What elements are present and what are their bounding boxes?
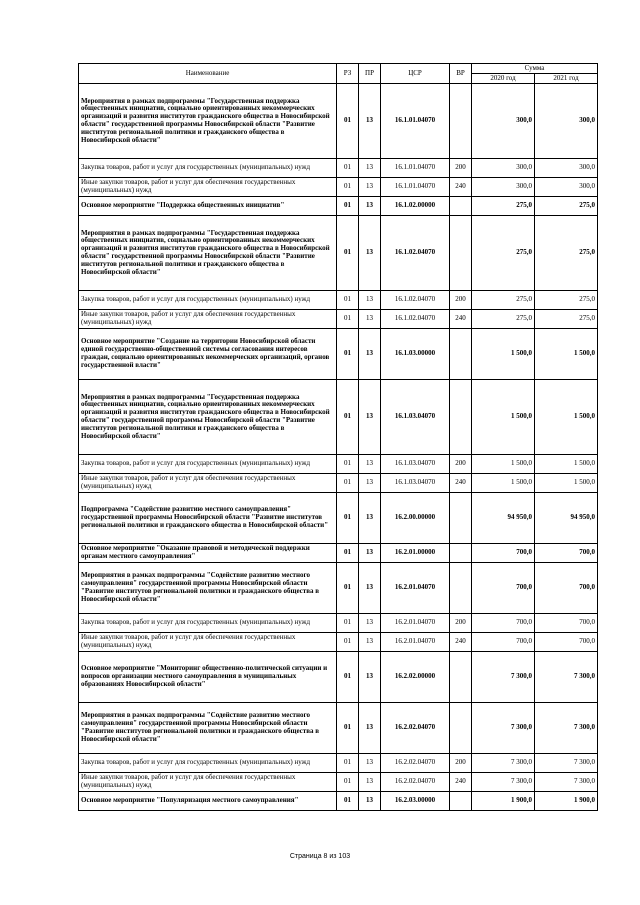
row-2020-cell: 700,0 — [472, 614, 535, 633]
row-pr-cell: 13 — [359, 792, 381, 811]
row-rz-cell: 01 — [337, 633, 359, 652]
row-name-cell: Иные закупки товаров, работ и услуг для обеспечения государственных (муниципальных) нужд — [79, 474, 337, 493]
row-pr-cell: 13 — [359, 380, 381, 455]
row-rz-cell: 01 — [337, 493, 359, 544]
row-2020-cell: 700,0 — [472, 544, 535, 563]
row-vr-cell — [450, 84, 472, 159]
table-row — [79, 380, 598, 455]
table-row — [79, 493, 598, 544]
row-vr-cell — [450, 703, 472, 754]
row-2021-cell: 7 300,0 — [535, 703, 598, 754]
table-row — [79, 216, 598, 291]
row-vr-cell — [450, 792, 472, 811]
row-2020-cell: 275,0 — [472, 291, 535, 310]
row-rz-cell: 01 — [337, 474, 359, 493]
row-vr-cell — [450, 544, 472, 563]
table-row — [79, 310, 598, 329]
table-header — [79, 64, 598, 84]
row-vr-cell — [450, 493, 472, 544]
row-vr-cell: 240 — [450, 474, 472, 493]
row-rz-cell: 01 — [337, 291, 359, 310]
table-body — [79, 84, 598, 811]
row-2021-cell: 1 500,0 — [535, 329, 598, 380]
row-2021-cell: 7 300,0 — [535, 754, 598, 773]
row-2020-cell: 275,0 — [472, 216, 535, 291]
row-vr-cell: 200 — [450, 455, 472, 474]
table-row — [79, 197, 598, 216]
row-rz-cell: 01 — [337, 754, 359, 773]
row-name-cell: Мероприятия в рамках подпрограммы "Содействие развитию местного самоуправления" государственной программы Новосибирской области "Развитие институтов региональной политики и гражданского общества в Новосибирской области" — [79, 703, 337, 754]
row-csr-cell: 16.1.03.04070 — [381, 455, 450, 474]
row-csr-cell: 16.2.01.00000 — [381, 544, 450, 563]
row-rz-cell: 01 — [337, 310, 359, 329]
row-rz-cell: 01 — [337, 197, 359, 216]
row-vr-cell: 240 — [450, 310, 472, 329]
row-csr-cell: 16.2.01.04070 — [381, 633, 450, 652]
row-pr-cell: 13 — [359, 544, 381, 563]
row-vr-cell: 240 — [450, 178, 472, 197]
row-pr-cell: 13 — [359, 614, 381, 633]
row-name-cell: Мероприятия в рамках подпрограммы "Содействие развитию местного самоуправления" государственной программы Новосибирской области "Развитие институтов региональной политики и гражданского общества в Новосибирской области" — [79, 563, 337, 614]
row-csr-cell: 16.1.01.04070 — [381, 84, 450, 159]
row-csr-cell: 16.1.02.04070 — [381, 291, 450, 310]
row-pr-cell: 13 — [359, 652, 381, 703]
row-csr-cell: 16.1.01.04070 — [381, 178, 450, 197]
row-2021-cell: 700,0 — [535, 633, 598, 652]
row-csr-cell: 16.2.01.04070 — [381, 563, 450, 614]
row-csr-cell: 16.2.02.04070 — [381, 773, 450, 792]
row-vr-cell: 240 — [450, 773, 472, 792]
row-csr-cell: 16.1.03.04070 — [381, 474, 450, 493]
row-csr-cell: 16.2.01.04070 — [381, 614, 450, 633]
row-2021-cell: 1 500,0 — [535, 380, 598, 455]
row-vr-cell — [450, 329, 472, 380]
row-csr-cell: 16.2.00.00000 — [381, 493, 450, 544]
col-header-2021: 2021 год — [535, 74, 598, 84]
row-pr-cell: 13 — [359, 474, 381, 493]
row-pr-cell: 13 — [359, 633, 381, 652]
table-row — [79, 455, 598, 474]
row-pr-cell: 13 — [359, 310, 381, 329]
row-name-cell: Основное мероприятие "Мониторинг общественно-политической ситуации и вопросов организации местного самоуправления в муниципальных образованиях Новосибирской области" — [79, 652, 337, 703]
row-csr-cell: 16.1.03.04070 — [381, 380, 450, 455]
row-rz-cell: 01 — [337, 792, 359, 811]
row-rz-cell: 01 — [337, 703, 359, 754]
row-rz-cell: 01 — [337, 773, 359, 792]
row-name-cell: Мероприятия в рамках подпрограммы "Государственная поддержка общественных инициатив, социально ориентированных некоммерческих организаций и развития институтов гражданского общества в Новосибирской области" государственной программы Новосибирской области "Развитие институтов региональной политики и гражданского общества в Новосибирской области" — [79, 84, 337, 159]
row-csr-cell: 16.1.02.04070 — [381, 216, 450, 291]
row-2020-cell: 300,0 — [472, 159, 535, 178]
row-2021-cell: 1 500,0 — [535, 474, 598, 493]
table-row — [79, 563, 598, 614]
row-name-cell: Закупка товаров, работ и услуг для государственных (муниципальных) нужд — [79, 291, 337, 310]
row-pr-cell: 13 — [359, 178, 381, 197]
table-row — [79, 178, 598, 197]
row-name-cell: Иные закупки товаров, работ и услуг для обеспечения государственных (муниципальных) нужд — [79, 178, 337, 197]
row-2021-cell: 300,0 — [535, 159, 598, 178]
row-2021-cell: 7 300,0 — [535, 652, 598, 703]
row-name-cell: Иные закупки товаров, работ и услуг для обеспечения государственных (муниципальных) нужд — [79, 633, 337, 652]
row-pr-cell: 13 — [359, 773, 381, 792]
col-header-2020: 2020 год — [472, 74, 535, 84]
row-vr-cell — [450, 380, 472, 455]
row-2021-cell: 700,0 — [535, 544, 598, 563]
row-2020-cell: 7 300,0 — [472, 773, 535, 792]
row-csr-cell: 16.2.03.00000 — [381, 792, 450, 811]
table-row — [79, 291, 598, 310]
row-vr-cell — [450, 197, 472, 216]
table-row — [79, 792, 598, 811]
row-2020-cell: 1 500,0 — [472, 455, 535, 474]
row-2021-cell: 300,0 — [535, 84, 598, 159]
row-2020-cell: 1 500,0 — [472, 474, 535, 493]
row-2020-cell: 7 300,0 — [472, 652, 535, 703]
row-vr-cell — [450, 563, 472, 614]
row-name-cell: Иные закупки товаров, работ и услуг для обеспечения государственных (муниципальных) нужд — [79, 773, 337, 792]
row-2020-cell: 700,0 — [472, 563, 535, 614]
row-pr-cell: 13 — [359, 329, 381, 380]
row-vr-cell — [450, 652, 472, 703]
row-vr-cell: 200 — [450, 291, 472, 310]
row-2021-cell: 275,0 — [535, 310, 598, 329]
row-2020-cell: 275,0 — [472, 310, 535, 329]
row-rz-cell: 01 — [337, 455, 359, 474]
row-name-cell: Подпрограмма "Содействие развитию местного самоуправления" государственной программы Новосибирской области "Развитие институтов региональной политики и гражданского общества в Новосибирской области" — [79, 493, 337, 544]
row-2020-cell: 7 300,0 — [472, 754, 535, 773]
row-vr-cell: 240 — [450, 633, 472, 652]
col-header-name: Наименование — [79, 64, 337, 84]
row-name-cell: Мероприятия в рамках подпрограммы "Государственная поддержка общественных инициатив, социально ориентированных некоммерческих организаций и развития институтов гражданского общества в Новосибирской области" государственной программы Новосибирской области "Развитие институтов региональной политики и гражданского общества в Новосибирской области" — [79, 216, 337, 291]
row-2020-cell: 94 950,0 — [472, 493, 535, 544]
row-2021-cell: 275,0 — [535, 216, 598, 291]
row-pr-cell: 13 — [359, 493, 381, 544]
col-header-sum: Сумма — [472, 64, 598, 74]
row-rz-cell: 01 — [337, 614, 359, 633]
row-rz-cell: 01 — [337, 380, 359, 455]
row-name-cell: Основное мероприятие "Поддержка общественных инициатив" — [79, 197, 337, 216]
table-row — [79, 329, 598, 380]
row-name-cell: Основное мероприятие "Создание на территории Новосибирской области единой государственно-общественной системы согласования интересов граждан, социально ориентированных некоммерческих организаций, органов государственной власти" — [79, 329, 337, 380]
row-2021-cell: 700,0 — [535, 563, 598, 614]
row-2020-cell: 275,0 — [472, 197, 535, 216]
row-2021-cell: 300,0 — [535, 178, 598, 197]
row-vr-cell: 200 — [450, 614, 472, 633]
row-vr-cell — [450, 216, 472, 291]
row-name-cell: Закупка товаров, работ и услуг для государственных (муниципальных) нужд — [79, 754, 337, 773]
row-name-cell: Основное мероприятие "Оказание правовой и методической поддержки органам местного самоуправления" — [79, 544, 337, 563]
row-name-cell: Мероприятия в рамках подпрограммы "Государственная поддержка общественных инициатив, социально ориентированных некоммерческих организаций и развития институтов гражданского общества в Новосибирской области" государственной программы Новосибирской области "Развитие институтов региональной политики и гражданского общества в Новосибирской области" — [79, 380, 337, 455]
row-rz-cell: 01 — [337, 159, 359, 178]
row-csr-cell: 16.1.02.04070 — [381, 310, 450, 329]
row-pr-cell: 13 — [359, 563, 381, 614]
table-row — [79, 159, 598, 178]
row-pr-cell: 13 — [359, 703, 381, 754]
row-2020-cell: 300,0 — [472, 178, 535, 197]
row-name-cell: Закупка товаров, работ и услуг для государственных (муниципальных) нужд — [79, 614, 337, 633]
col-header-rz: РЗ — [337, 64, 359, 84]
row-name-cell: Иные закупки товаров, работ и услуг для обеспечения государственных (муниципальных) нужд — [79, 310, 337, 329]
row-csr-cell: 16.2.02.00000 — [381, 652, 450, 703]
row-pr-cell: 13 — [359, 84, 381, 159]
row-csr-cell: 16.2.02.04070 — [381, 754, 450, 773]
table-row — [79, 754, 598, 773]
row-pr-cell: 13 — [359, 455, 381, 474]
table-row — [79, 633, 598, 652]
row-pr-cell: 13 — [359, 159, 381, 178]
row-pr-cell: 13 — [359, 754, 381, 773]
col-header-vr: ВР — [450, 64, 472, 84]
row-2021-cell: 1 900,0 — [535, 792, 598, 811]
row-rz-cell: 01 — [337, 563, 359, 614]
table-row — [79, 652, 598, 703]
table-row — [79, 474, 598, 493]
row-2021-cell: 1 500,0 — [535, 455, 598, 474]
table-row — [79, 614, 598, 633]
row-2020-cell: 700,0 — [472, 633, 535, 652]
row-2021-cell: 700,0 — [535, 614, 598, 633]
row-name-cell: Закупка товаров, работ и услуг для государственных (муниципальных) нужд — [79, 455, 337, 474]
row-csr-cell: 16.1.03.00000 — [381, 329, 450, 380]
col-header-pr: ПР — [359, 64, 381, 84]
row-csr-cell: 16.1.02.00000 — [381, 197, 450, 216]
row-2021-cell: 275,0 — [535, 291, 598, 310]
page-number: Страница 8 из 103 — [289, 853, 351, 860]
row-2021-cell: 7 300,0 — [535, 773, 598, 792]
row-rz-cell: 01 — [337, 216, 359, 291]
row-2020-cell: 1 500,0 — [472, 329, 535, 380]
row-name-cell: Закупка товаров, работ и услуг для государственных (муниципальных) нужд — [79, 159, 337, 178]
row-rz-cell: 01 — [337, 178, 359, 197]
table-row — [79, 84, 598, 159]
row-csr-cell: 16.1.01.04070 — [381, 159, 450, 178]
row-pr-cell: 13 — [359, 197, 381, 216]
row-2020-cell: 1 500,0 — [472, 380, 535, 455]
row-pr-cell: 13 — [359, 216, 381, 291]
row-rz-cell: 01 — [337, 652, 359, 703]
row-csr-cell: 16.2.02.04070 — [381, 703, 450, 754]
table-row — [79, 703, 598, 754]
row-vr-cell: 200 — [450, 159, 472, 178]
row-rz-cell: 01 — [337, 329, 359, 380]
budget-table — [78, 63, 598, 811]
row-2021-cell: 94 950,0 — [535, 493, 598, 544]
row-name-cell: Основное мероприятие "Популяризация местного самоуправления" — [79, 792, 337, 811]
row-2021-cell: 275,0 — [535, 197, 598, 216]
row-rz-cell: 01 — [337, 84, 359, 159]
table-row — [79, 544, 598, 563]
col-header-csr: ЦСР — [381, 64, 450, 84]
row-pr-cell: 13 — [359, 291, 381, 310]
row-rz-cell: 01 — [337, 544, 359, 563]
row-2020-cell: 1 900,0 — [472, 792, 535, 811]
row-2020-cell: 7 300,0 — [472, 703, 535, 754]
row-2020-cell: 300,0 — [472, 84, 535, 159]
table-row — [79, 773, 598, 792]
row-vr-cell: 200 — [450, 754, 472, 773]
